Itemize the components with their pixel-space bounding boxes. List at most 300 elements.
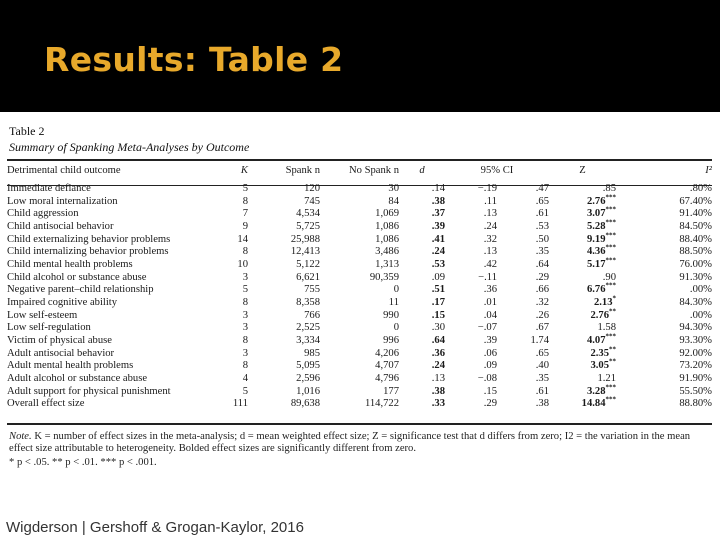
cell-z [549, 395, 616, 411]
table-row [7, 297, 712, 310]
cell-ci-low-value: −.11 [478, 271, 497, 283]
cell-i2-value: 88.50% [679, 246, 712, 258]
cell-d-value: .13 [431, 372, 445, 384]
cell-i2 [616, 259, 712, 272]
cell-i2-value: 88.40% [679, 233, 712, 245]
cell-d [399, 221, 445, 234]
cell-no-spank-n-value: 84 [388, 195, 399, 207]
cell-outcome [7, 272, 222, 285]
cell-i2 [616, 297, 712, 310]
header-spank-n: Spank n [285, 165, 320, 176]
cell-k [222, 284, 248, 297]
cell-k-value: 3 [242, 322, 248, 334]
cell-no-spank-n [320, 360, 399, 373]
cell-d [399, 335, 445, 348]
cell-d [399, 272, 445, 285]
cell-no-spank-n [320, 310, 399, 323]
cell-outcome [7, 360, 222, 373]
cell-i2 [616, 322, 712, 335]
cell-ci-high-value: .35 [535, 372, 549, 384]
cell-k-value: 14 [237, 233, 248, 245]
cell-ci-high [497, 310, 549, 323]
cell-d-value: .30 [431, 322, 445, 334]
table-row [7, 360, 712, 373]
cell-ci-low [445, 221, 497, 234]
note-text: K = number of effect sizes in the meta-analysis; d = mean weighted effect size; Z = significance test that d differs from zero; I2 = the variation in the mean effect size attributable to heterogeneity. Bolded effect sizes are significantly different from zero. [9, 431, 691, 454]
cell-k [222, 196, 248, 209]
cell-spank-n-value: 120 [304, 183, 320, 194]
cell-ci-low-value: −.07 [477, 322, 497, 334]
table-row [7, 259, 712, 272]
cell-d [399, 246, 445, 259]
cell-spank-n-value: 5,725 [296, 220, 320, 232]
significance-marker: ** [609, 345, 616, 353]
header-ci: 95% CI [480, 165, 514, 176]
cell-spank-n-value: 5,095 [296, 360, 320, 372]
cell-z-value: 9.19 [586, 233, 606, 245]
cell-ci-low-value: .09 [483, 360, 497, 372]
cell-no-spank-n-value: 4,206 [375, 347, 399, 359]
cell-outcome [7, 398, 222, 411]
cell-z-value: 2.76 [590, 309, 609, 321]
cell-i2 [616, 234, 712, 247]
cell-spank-n [248, 322, 320, 335]
cell-k-value: 8 [242, 334, 248, 346]
cell-no-spank-n [320, 246, 399, 259]
cell-ci-high [497, 297, 549, 310]
cell-outcome-value: Victim of physical abuse [7, 334, 112, 346]
cell-outcome [7, 221, 222, 234]
cell-z [549, 281, 616, 297]
cell-d-value: .09 [431, 271, 445, 283]
cell-z-value: 1.21 [597, 372, 616, 384]
cell-no-spank-n-value: 11 [388, 296, 399, 308]
cell-ci-high [497, 335, 549, 348]
cell-no-spank-n [320, 208, 399, 221]
cell-ci-high-value: .64 [535, 258, 549, 270]
cell-ci-low [445, 297, 497, 310]
cell-k-value: 5 [242, 385, 248, 397]
cell-no-spank-n [320, 183, 399, 196]
cell-outcome [7, 196, 222, 209]
cell-ci-low [445, 272, 497, 285]
cell-no-spank-n-value: 0 [393, 322, 399, 334]
cell-outcome-value: Low self-esteem [7, 309, 78, 321]
significance-marker: ** [609, 357, 616, 366]
cell-ci-low-value: .29 [483, 398, 497, 410]
significance-marker: *** [605, 382, 616, 391]
cell-k-value: 5 [242, 183, 248, 194]
cell-z-value: 3.07 [586, 208, 606, 220]
cell-k [222, 246, 248, 259]
significance-marker: *** [605, 231, 616, 240]
cell-spank-n [248, 360, 320, 373]
cell-k-value: 8 [242, 195, 248, 207]
cell-no-spank-n-value: 1,313 [375, 258, 399, 270]
table-panel [0, 112, 720, 540]
cell-ci-low-value: .32 [483, 233, 497, 245]
cell-ci-high [497, 196, 549, 209]
significance-legend: * p < .05. ** p < .01. *** p < .001. [9, 457, 157, 468]
cell-d [399, 259, 445, 272]
cell-d [399, 373, 445, 386]
cell-i2-value: 91.90% [679, 372, 712, 384]
significance-marker: * [612, 294, 616, 303]
cell-outcome-value: Adult mental health problems [7, 360, 134, 372]
cell-ci-high-value: .40 [535, 360, 549, 372]
note-label: Note. [9, 431, 32, 442]
cell-outcome-value: Adult alcohol or substance abuse [7, 372, 148, 384]
cell-d-value: .39 [431, 220, 445, 232]
cell-k-value: 8 [242, 296, 248, 308]
cell-spank-n [248, 234, 320, 247]
significance-marker: *** [605, 243, 616, 252]
cell-d [399, 196, 445, 209]
cell-ci-low [445, 259, 497, 272]
cell-spank-n-value: 6,621 [296, 271, 320, 283]
header-d: d [419, 165, 425, 176]
cell-z-value: .90 [602, 271, 616, 283]
cell-outcome [7, 234, 222, 247]
cell-ci-high-value: .50 [535, 233, 549, 245]
cell-z-value: 1.58 [597, 322, 616, 334]
cell-outcome-value: Immediate defiance [7, 183, 91, 194]
significance-marker: ** [609, 307, 616, 316]
cell-ci-high [497, 234, 549, 247]
cell-k [222, 183, 248, 196]
cell-z-value: 3.05 [590, 360, 609, 372]
cell-z-value: 6.76 [586, 284, 606, 296]
cell-i2 [616, 348, 712, 361]
cell-k [222, 335, 248, 348]
cell-d-value: .38 [431, 385, 445, 397]
cell-no-spank-n [320, 221, 399, 234]
significance-marker: *** [605, 193, 616, 202]
top-rule [7, 159, 712, 161]
cell-ci-high [497, 348, 549, 361]
cell-outcome [7, 297, 222, 310]
cell-z-value: 14.84 [581, 398, 606, 410]
cell-z-value: 4.36 [586, 246, 606, 258]
cell-z [549, 294, 616, 310]
cell-ci-low-value: .24 [483, 220, 497, 232]
cell-i2 [616, 386, 712, 399]
cell-k-value: 3 [242, 347, 248, 359]
cell-k [222, 272, 248, 285]
cell-ci-high-value: .53 [535, 220, 549, 232]
cell-spank-n-value: 3,334 [296, 334, 320, 346]
cell-ci-low [445, 234, 497, 247]
cell-no-spank-n [320, 297, 399, 310]
cell-outcome-value: Child antisocial behavior [7, 220, 114, 232]
header-z: Z [579, 165, 586, 176]
cell-i2-value: 76.00% [679, 258, 712, 270]
cell-spank-n-value: 755 [304, 284, 320, 296]
cell-d-value: .14 [431, 183, 445, 194]
cell-no-spank-n-value: 990 [383, 309, 399, 321]
table-row [7, 398, 712, 411]
significance-marker: *** [605, 218, 616, 227]
cell-ci-high [497, 360, 549, 373]
cell-k-value: 8 [242, 246, 248, 258]
cell-no-spank-n-value: 90,359 [369, 271, 399, 283]
cell-ci-high-value: .65 [535, 195, 549, 207]
cell-no-spank-n [320, 322, 399, 335]
cell-i2-value: 94.30% [679, 322, 712, 334]
cell-k [222, 259, 248, 272]
cell-spank-n-value: 766 [304, 309, 320, 321]
cell-ci-high-value: .32 [535, 296, 549, 308]
cell-spank-n [248, 398, 320, 411]
cell-k-value: 4 [242, 372, 248, 384]
cell-ci-low [445, 196, 497, 209]
header-i2: I² [705, 165, 712, 176]
table-row [7, 348, 712, 361]
cell-ci-low [445, 208, 497, 221]
cell-i2 [616, 335, 712, 348]
cell-outcome-value: Adult support for physical punishment [7, 385, 171, 397]
cell-spank-n-value: 985 [304, 347, 320, 359]
cell-no-spank-n-value: 4,796 [375, 372, 399, 384]
cell-spank-n [248, 310, 320, 323]
cell-no-spank-n-value: 1,086 [375, 220, 399, 232]
cell-k [222, 348, 248, 361]
cell-no-spank-n [320, 335, 399, 348]
table-number: Table 2 [9, 124, 45, 138]
cell-d-value: .36 [431, 347, 445, 359]
cell-outcome-value: Child mental health problems [7, 258, 133, 270]
cell-i2 [616, 360, 712, 373]
header-k: K [240, 165, 248, 176]
cell-d-value: .53 [431, 258, 445, 270]
significance-marker: *** [605, 281, 616, 290]
cell-outcome-value: Child alcohol or substance abuse [7, 271, 147, 283]
cell-d-value: .33 [431, 398, 445, 410]
cell-i2-value: 73.20% [679, 360, 712, 372]
cell-ci-low [445, 360, 497, 373]
cell-outcome [7, 310, 222, 323]
table-row [7, 284, 712, 297]
cell-ci-low-value: .06 [483, 347, 497, 359]
cell-outcome [7, 373, 222, 386]
cell-ci-high-value: .38 [535, 398, 549, 410]
cell-spank-n [248, 196, 320, 209]
cell-ci-high [497, 246, 549, 259]
cell-no-spank-n [320, 196, 399, 209]
cell-z-value: 3.28 [586, 385, 606, 397]
cell-d-value: .15 [431, 309, 445, 321]
cell-i2 [616, 398, 712, 411]
cell-outcome-value: Low self-regulation [7, 322, 91, 334]
cell-ci-low [445, 284, 497, 297]
cell-spank-n-value: 5,122 [296, 258, 320, 270]
cell-ci-high [497, 208, 549, 221]
cell-no-spank-n [320, 234, 399, 247]
cell-z-value: .85 [602, 183, 616, 194]
cell-spank-n-value: 745 [304, 195, 320, 207]
cell-ci-high-value: .35 [535, 246, 549, 258]
cell-no-spank-n-value: 996 [383, 334, 399, 346]
table-row [7, 310, 712, 323]
cell-k [222, 297, 248, 310]
cell-ci-high [497, 398, 549, 411]
cell-d [399, 386, 445, 399]
cell-i2 [616, 272, 712, 285]
cell-z-value: 5.28 [586, 220, 606, 232]
header-outcome: Detrimental child outcome [7, 165, 121, 176]
cell-d [399, 183, 445, 196]
cell-d [399, 234, 445, 247]
cell-ci-high-value: .47 [535, 183, 549, 194]
cell-ci-low [445, 310, 497, 323]
cell-ci-high [497, 386, 549, 399]
cell-ci-low-value: .13 [483, 246, 497, 258]
cell-d [399, 297, 445, 310]
cell-ci-low [445, 386, 497, 399]
cell-spank-n [248, 284, 320, 297]
cell-i2 [616, 196, 712, 209]
cell-z [549, 357, 616, 373]
cell-d-value: .41 [431, 233, 445, 245]
cell-d [399, 398, 445, 411]
cell-ci-high [497, 272, 549, 285]
cell-i2-value: .80% [689, 183, 712, 194]
cell-k [222, 398, 248, 411]
cell-d-value: .38 [431, 195, 445, 207]
cell-ci-low [445, 398, 497, 411]
cell-outcome [7, 386, 222, 399]
cell-outcome [7, 246, 222, 259]
cell-ci-low [445, 348, 497, 361]
cell-spank-n [248, 208, 320, 221]
cell-i2-value: 91.40% [679, 208, 712, 220]
cell-no-spank-n-value: 114,722 [364, 398, 399, 410]
cell-ci-low-value: .13 [483, 208, 497, 220]
cell-k [222, 373, 248, 386]
cell-ci-low-value: .11 [484, 195, 497, 207]
cell-ci-low-value: .01 [483, 296, 497, 308]
cell-i2-value: 84.50% [679, 220, 712, 232]
cell-no-spank-n-value: 1,086 [375, 233, 399, 245]
cell-ci-low [445, 373, 497, 386]
cell-ci-high-value: .61 [535, 385, 549, 397]
significance-marker: *** [605, 395, 616, 404]
cell-d [399, 348, 445, 361]
cell-d-value: .17 [431, 296, 445, 308]
cell-no-spank-n [320, 272, 399, 285]
cell-z [549, 256, 616, 272]
cell-no-spank-n-value: 0 [393, 284, 399, 296]
cell-no-spank-n-value: 1,069 [375, 208, 399, 220]
cell-ci-high [497, 183, 549, 196]
cell-k-value: 3 [242, 271, 248, 283]
cell-d [399, 322, 445, 335]
cell-i2-value: .00% [689, 309, 712, 321]
cell-no-spank-n [320, 348, 399, 361]
cell-spank-n-value: 12,413 [290, 246, 320, 258]
cell-i2-value: 88.80% [679, 398, 712, 410]
table-note [9, 431, 714, 455]
significance-marker: *** [605, 256, 616, 265]
cell-spank-n-value: 89,638 [290, 398, 320, 410]
cell-d [399, 284, 445, 297]
cell-spank-n [248, 259, 320, 272]
cell-d [399, 208, 445, 221]
cell-z-value: 2.35 [590, 347, 609, 359]
cell-spank-n [248, 335, 320, 348]
cell-i2 [616, 373, 712, 386]
cell-ci-low-value: .39 [483, 334, 497, 346]
cell-spank-n [248, 373, 320, 386]
cell-k [222, 310, 248, 323]
cell-ci-high [497, 373, 549, 386]
table-caption: Summary of Spanking Meta-Analyses by Outcome [9, 140, 250, 154]
cell-d-value: .64 [431, 334, 445, 346]
header-row [7, 165, 712, 183]
cell-outcome [7, 322, 222, 335]
cell-k-value: 9 [242, 220, 248, 232]
cell-d [399, 360, 445, 373]
table-row [7, 335, 712, 348]
cell-i2-value: 84.30% [679, 296, 712, 308]
cell-ci-low-value: .42 [483, 258, 497, 270]
cell-i2 [616, 221, 712, 234]
cell-k [222, 234, 248, 247]
cell-outcome-value: Adult antisocial behavior [7, 347, 115, 359]
cell-outcome [7, 348, 222, 361]
cell-ci-low-value: .15 [483, 385, 497, 397]
cell-outcome [7, 335, 222, 348]
cell-z [549, 345, 616, 361]
cell-spank-n-value: 4,534 [296, 208, 320, 220]
cell-k-value: 10 [237, 258, 248, 270]
cell-outcome-value: Impaired cognitive ability [7, 296, 118, 308]
results-table [7, 165, 712, 411]
cell-ci-high-value: .26 [535, 309, 549, 321]
cell-k-value: 3 [242, 309, 248, 321]
cell-i2-value: 67.40% [679, 195, 712, 207]
cell-spank-n-value: 2,525 [296, 322, 320, 334]
cell-ci-low-value: −.19 [477, 183, 497, 194]
cell-ci-high [497, 259, 549, 272]
cell-spank-n-value: 25,988 [290, 233, 320, 245]
cell-spank-n [248, 221, 320, 234]
cell-k [222, 221, 248, 234]
cell-z-value: 5.17 [586, 258, 606, 270]
citation: Wigderson | Gershoff & Grogan-Kaylor, 2016 [6, 519, 304, 536]
cell-ci-high [497, 284, 549, 297]
cell-ci-high-value: .65 [535, 347, 549, 359]
cell-no-spank-n-value: 3,486 [375, 246, 399, 258]
cell-ci-high [497, 322, 549, 335]
cell-i2 [616, 183, 712, 196]
cell-k [222, 360, 248, 373]
cell-spank-n [248, 386, 320, 399]
cell-d [399, 310, 445, 323]
significance-marker: *** [605, 332, 616, 341]
cell-no-spank-n-value: 4,707 [375, 360, 399, 372]
cell-spank-n [248, 246, 320, 259]
cell-z [549, 332, 616, 348]
cell-outcome-value: Overall effect size [7, 398, 85, 410]
cell-outcome-value: Child aggression [7, 208, 79, 220]
cell-d-value: .24 [431, 246, 445, 258]
bottom-rule [7, 423, 712, 425]
cell-i2 [616, 310, 712, 323]
cell-outcome [7, 259, 222, 272]
cell-k-value: 8 [242, 360, 248, 372]
cell-k-value: 7 [242, 208, 248, 220]
